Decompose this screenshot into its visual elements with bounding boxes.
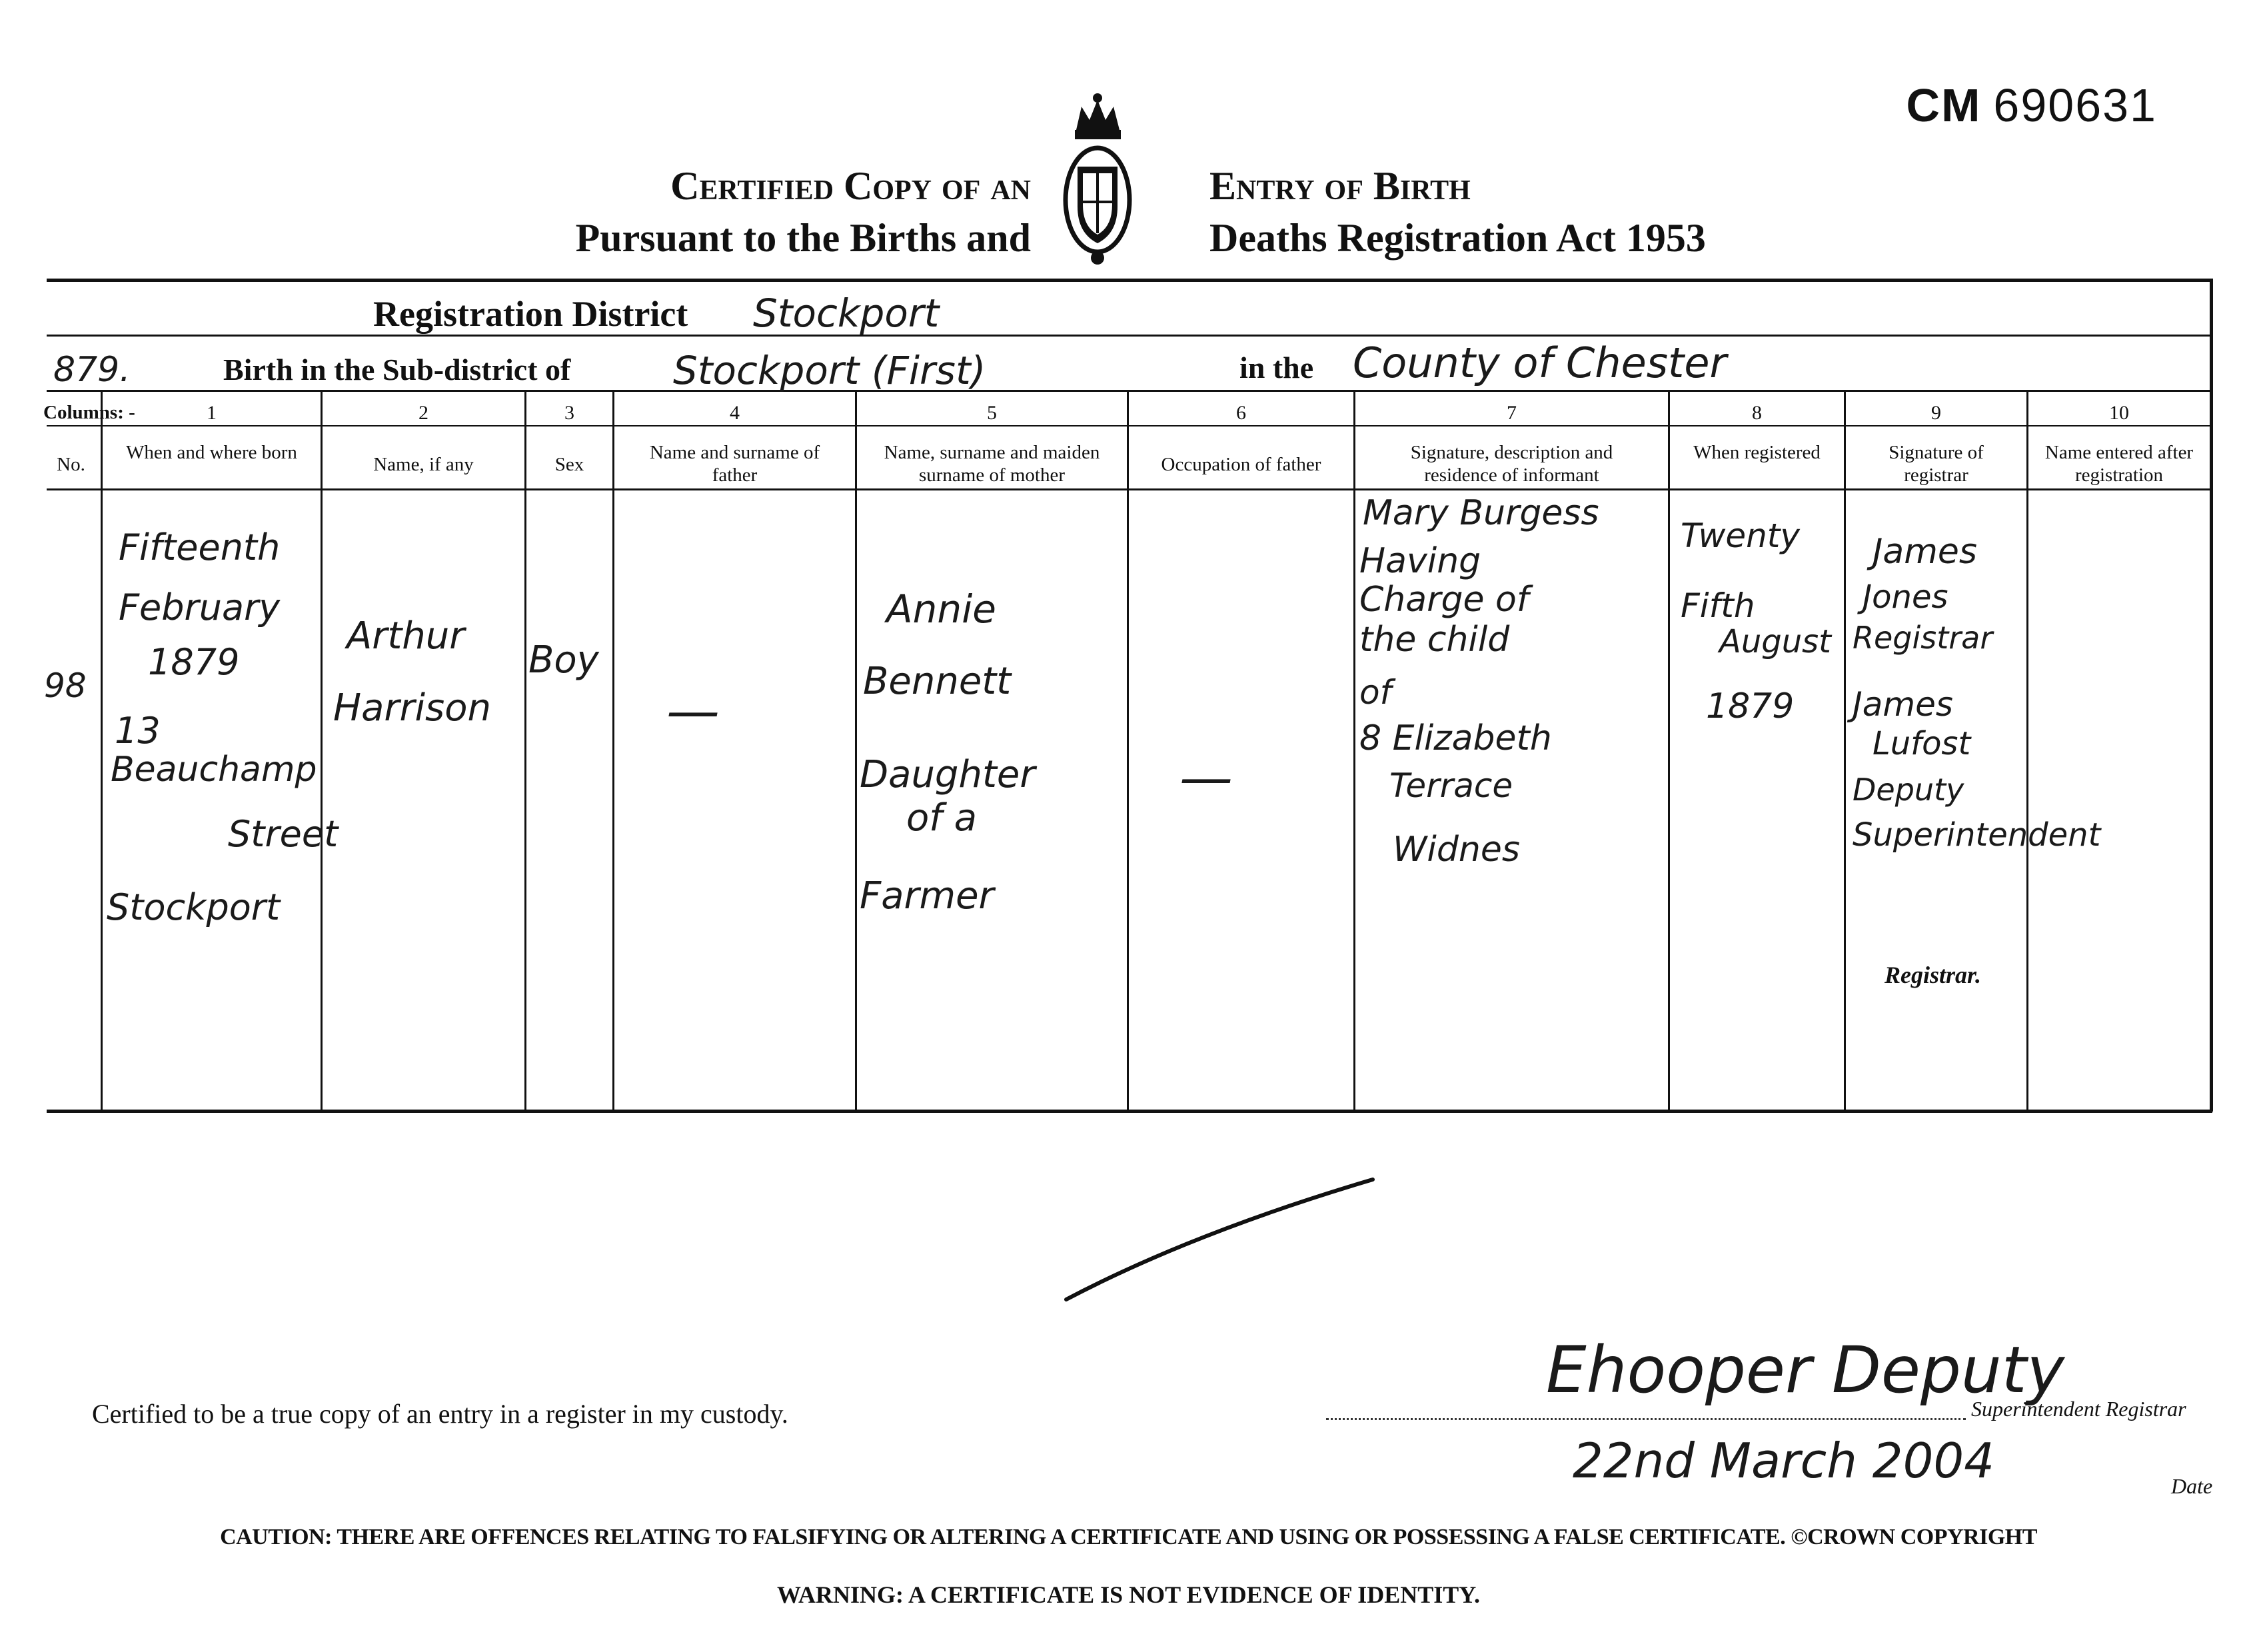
col-divider — [855, 392, 857, 1112]
born-line-2: February — [119, 586, 281, 628]
col-num-10: 10 — [2109, 402, 2129, 424]
birth-year: 879. — [53, 350, 131, 390]
col-num-8: 8 — [1752, 402, 1762, 424]
col-header-2: Name, if any — [373, 454, 474, 475]
col-divider — [321, 392, 323, 1112]
cancellation-stroke — [1060, 1173, 1379, 1306]
col-num-9: 9 — [1931, 402, 1941, 424]
informant-line-6: 8 Elizabeth — [1359, 718, 1552, 758]
registered-line-3: August — [1719, 623, 1831, 660]
signature-caption: Superintendent Registrar — [1971, 1397, 2186, 1421]
entry-number: 98 — [44, 666, 87, 705]
col-header-9: Signature of registrar — [1888, 442, 1984, 486]
registrar-line-6: Deputy — [1853, 772, 1964, 808]
date-caption: Date — [2171, 1474, 2213, 1498]
row-divider-1 — [47, 335, 2212, 337]
col-divider — [524, 392, 526, 1112]
col-header-4: Name and surname of father — [649, 442, 820, 486]
col-header-6: Occupation of father — [1161, 454, 1321, 475]
title-left — [576, 160, 1031, 264]
registrar-line-7: Superintendent — [1853, 816, 2101, 854]
row-divider-2 — [47, 390, 2212, 392]
informant-line-7: Terrace — [1389, 766, 1513, 805]
registrar-caption: Registrar. — [1884, 962, 1982, 988]
col-divider — [1127, 392, 1129, 1112]
col-num-3: 3 — [564, 402, 574, 424]
born-line-1: Fifteenth — [119, 526, 281, 568]
father-occupation: — — [1179, 746, 1233, 808]
born-line-7: Stockport — [107, 886, 281, 928]
col-header-3: Sex — [554, 454, 584, 475]
signature-line — [1326, 1418, 1966, 1420]
col-header-8: When registered — [1693, 442, 1821, 463]
certificate-serial: 690631 — [1993, 79, 2157, 131]
child-surname: Harrison — [333, 686, 491, 730]
informant-line-5: of — [1359, 673, 1392, 712]
table-bottom-border — [47, 1110, 2212, 1113]
informant-line-1: Mary Burgess — [1363, 493, 1599, 533]
registration-district-value: Stockport — [753, 291, 940, 336]
title-right-line1: Entry of Birth — [1209, 164, 1471, 208]
born-line-3: 1879 — [148, 641, 240, 683]
col-divider — [1668, 392, 1670, 1112]
table-right-border — [2210, 279, 2213, 1112]
col-num-7: 7 — [1507, 402, 1517, 424]
title-right-line2: Deaths Registration Act 1953 — [1209, 216, 1706, 260]
informant-line-8: Widnes — [1393, 830, 1520, 870]
caution-notice: CAUTION: THERE ARE OFFENCES RELATING TO FALSIFYING OR ALTERING A CERTIFICATE AND USING OR POSSESSING A FALSE CERTIFICATE. ©CROWN COPYRIGHT — [220, 1525, 2037, 1549]
registrar-line-1: James — [1873, 532, 1977, 572]
mother-line-5: Farmer — [860, 874, 994, 918]
registrar-line-2: Jones — [1863, 578, 1948, 616]
warning-notice: WARNING: A CERTIFICATE IS NOT EVIDENCE OF IDENTITY. — [777, 1581, 1480, 1608]
col-num-2: 2 — [418, 402, 428, 424]
registered-line-1: Twenty — [1681, 516, 1801, 555]
county-value: County of Chester — [1353, 339, 1727, 387]
superintendent-signature: Ehooper Deputy — [1546, 1333, 2065, 1407]
title-right — [1209, 160, 1706, 264]
royal-crest-icon — [1063, 90, 1133, 270]
table-top-border — [47, 279, 2212, 282]
col-divider — [1844, 392, 1846, 1112]
title-left-line1: Certified Copy of an — [670, 164, 1031, 208]
informant-line-3: Charge of — [1359, 580, 1529, 620]
registrar-line-3: Registrar — [1853, 620, 1993, 656]
col-divider — [101, 392, 103, 1112]
certification-statement: Certified to be a true copy of an entry in a register in my custody. — [92, 1399, 788, 1429]
informant-line-2: Having — [1359, 541, 1481, 581]
registration-district-label: Registration District — [373, 294, 688, 334]
col-num-5: 5 — [987, 402, 997, 424]
subdistrict-label: Birth in the Sub-district of — [223, 353, 571, 387]
col-divider — [612, 392, 614, 1112]
certificate-prefix: CM — [1906, 79, 1982, 131]
registrar-line-5: Lufost — [1873, 725, 1971, 762]
subdistrict-value: Stockport (First) — [673, 348, 986, 393]
born-line-5: Beauchamp — [111, 750, 317, 790]
mother-line-3: Daughter — [860, 753, 1036, 796]
col-header-5: Name, surname and maiden surname of mother — [884, 442, 1100, 486]
father-name: — — [666, 680, 720, 742]
col-header-1: When and where born — [126, 442, 297, 463]
mother-line-4: of a — [906, 796, 978, 840]
certification-date: 22nd March 2004 — [1573, 1433, 1995, 1489]
col-divider — [1353, 392, 1355, 1112]
child-first-name: Arthur — [347, 614, 465, 658]
col-divider — [2026, 392, 2028, 1112]
row-divider-3 — [47, 425, 2212, 426]
informant-line-4: the child — [1359, 620, 1510, 660]
col-header-7: Signature, description and residence of informant — [1410, 442, 1613, 486]
mother-line-1: Annie — [886, 586, 996, 632]
title-left-line2: Pursuant to the Births and — [575, 216, 1031, 260]
registered-line-4: 1879 — [1706, 686, 1795, 726]
certificate-number — [1906, 79, 2157, 132]
col-header-10: Name entered after registration — [2044, 442, 2194, 486]
columns-label: Columns: - — [43, 402, 135, 423]
header-bottom-line — [47, 488, 2212, 490]
col-num-4: 4 — [730, 402, 740, 424]
col-header-no: No. — [57, 454, 85, 475]
col-num-6: 6 — [1236, 402, 1246, 424]
in-the-label: in the — [1239, 351, 1314, 385]
born-line-4: 13 — [115, 710, 161, 752]
mother-line-2: Bennett — [863, 660, 1012, 703]
registrar-line-4: James — [1853, 685, 1953, 724]
child-sex: Boy — [528, 638, 599, 682]
col-num-1: 1 — [207, 402, 217, 424]
registered-line-2: Fifth — [1681, 586, 1755, 625]
born-line-6: Street — [228, 813, 339, 855]
